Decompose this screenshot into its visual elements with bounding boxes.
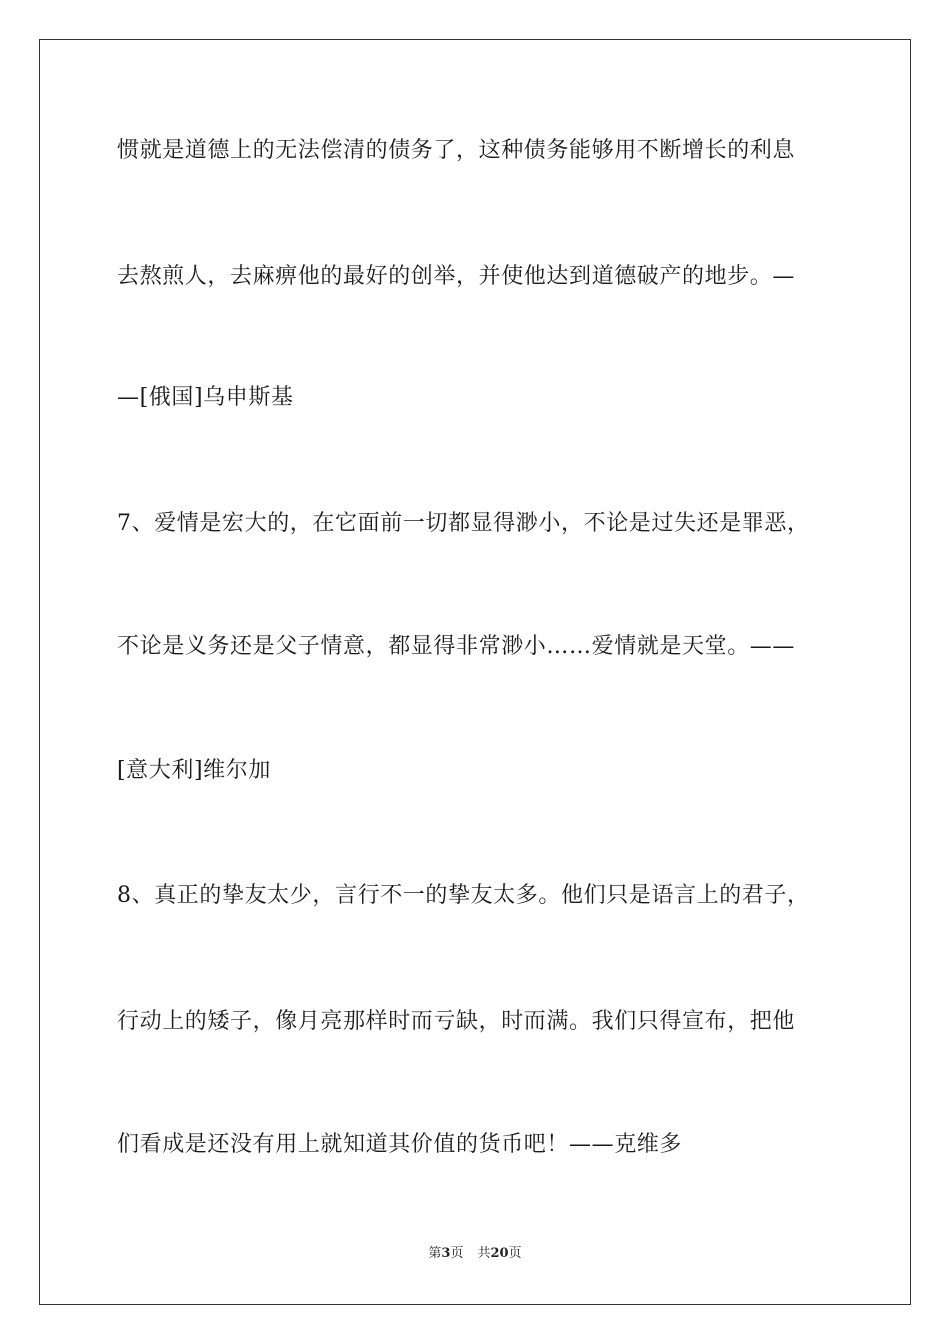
text-line-1: 惯就是道德上的无法偿清的债务了，这种债务能够用不断增长的利息	[117, 138, 796, 163]
page-total: 20	[490, 1246, 509, 1261]
page-prefix: 第	[428, 1246, 442, 1261]
text-line-2: 去熬煎人，去麻痹他的最好的创举，并使他达到道德破产的地步。—	[117, 264, 796, 289]
page-footer	[0, 1245, 950, 1263]
page-current: 3	[441, 1246, 451, 1261]
page-suffix: 页	[450, 1246, 464, 1261]
text-line-5: 不论是义务还是父子情意，都显得非常渺小……爱情就是天堂。——	[117, 634, 796, 659]
total-suffix: 页	[508, 1246, 522, 1261]
text-line-8: 行动上的矮子，像月亮那样时而亏缺，时而满。我们只得宣布，把他	[117, 1009, 796, 1034]
text-line-9: 们看成是还没有用上就知道其价值的货币吧！——克维多	[117, 1132, 683, 1157]
text-line-6: [意大利]维尔加	[117, 758, 271, 783]
text-line-7: 8、真正的挚友太少，言行不一的挚友太多。他们只是语言上的君子，	[117, 883, 810, 908]
text-line-3: —[俄国]乌申斯基	[117, 385, 294, 410]
text-line-4: 7、爱情是宏大的，在它面前一切都显得渺小，不论是过失还是罪恶，	[117, 511, 810, 536]
total-prefix: 共	[477, 1246, 491, 1261]
page-border	[39, 39, 911, 1305]
